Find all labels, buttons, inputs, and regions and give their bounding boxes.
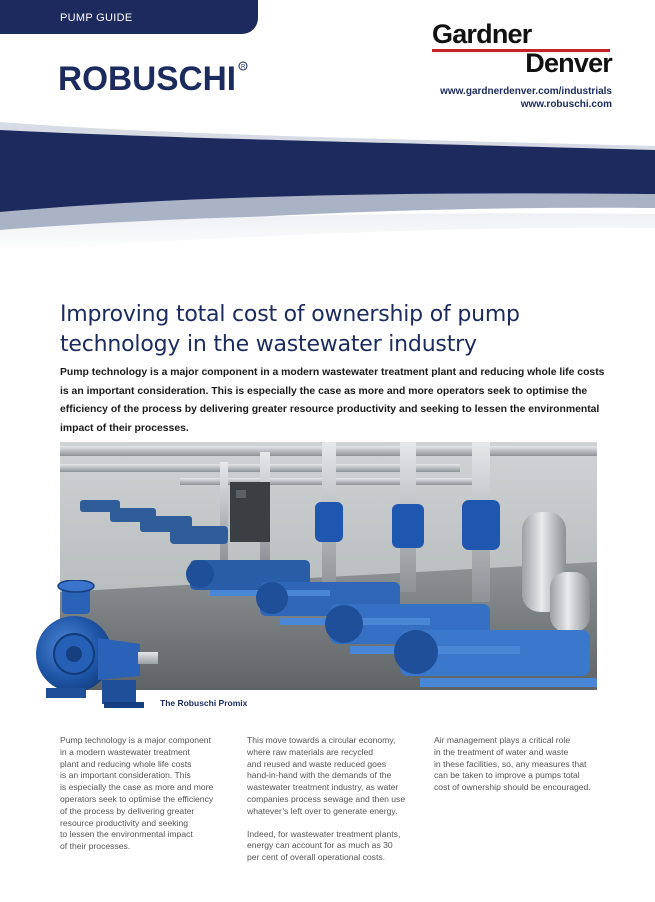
robuschi-logo: [58, 58, 250, 98]
column-3-paragraph-1: Air management plays a critical role in the treatment of water and waste in these facilities, so, any measures that can be taken to improve a pumps total cost of ownership should be encouraged.: [434, 735, 591, 793]
gd-logo-line1: Gardner: [432, 19, 532, 49]
image-caption: The Robuschi Promix: [160, 698, 248, 708]
gardner-denver-logo: [432, 20, 614, 78]
robuschi-promix-pump-image: [32, 580, 162, 720]
body-column-1: [60, 735, 238, 864]
column-2-paragraph-2: Indeed, for wastewater treatment plants, energy can account for as much as 30 per cent of overall operational costs.: [247, 828, 401, 863]
article-intro: Pump technology is a major component in a modern wastewater treatment plant and reducing whole life costs is an important consideration. This is especially the case as more and more operators seek to optimise the efficiency of the process by delivering greater resource productivity and seeking to lessen the environmental impact of their processes.: [60, 367, 605, 434]
body-column-3: [434, 735, 612, 805]
column-2-paragraph-1: This move towards a circular economy, where raw materials are recycled and reused and waste reduced goes hand-in-hand with the demands of the wastewater treatment industry, as water companies process sewage and then use whatever’s left over to generate energy.: [247, 735, 406, 816]
body-column-2: [247, 735, 425, 875]
gardnerdenver-url[interactable]: www.gardnerdenver.com/industrials: [440, 86, 612, 97]
pump-guide-tab: PUMP GUIDE: [0, 0, 258, 34]
gd-logo-line2: Denver: [525, 48, 612, 78]
robuschi-url[interactable]: www.robuschi.com: [520, 99, 612, 110]
svg-text:ROBUSCHI: ROBUSCHI: [58, 60, 236, 98]
header-wave-graphic: [0, 112, 655, 272]
article-title: Improving total cost of ownership of pump technology in the wastewater industry: [60, 302, 520, 357]
svg-text:R: R: [241, 64, 246, 71]
column-1-paragraph-1: Pump technology is a major component in a modern wastewater treatment plant and reducing whole life costs is an important consideration. This is especially the case as more and more operators seek to optimise the efficiency of the process by delivering greater resource productivity and seeking to lessen the environmental impact of their processes.: [60, 735, 214, 852]
